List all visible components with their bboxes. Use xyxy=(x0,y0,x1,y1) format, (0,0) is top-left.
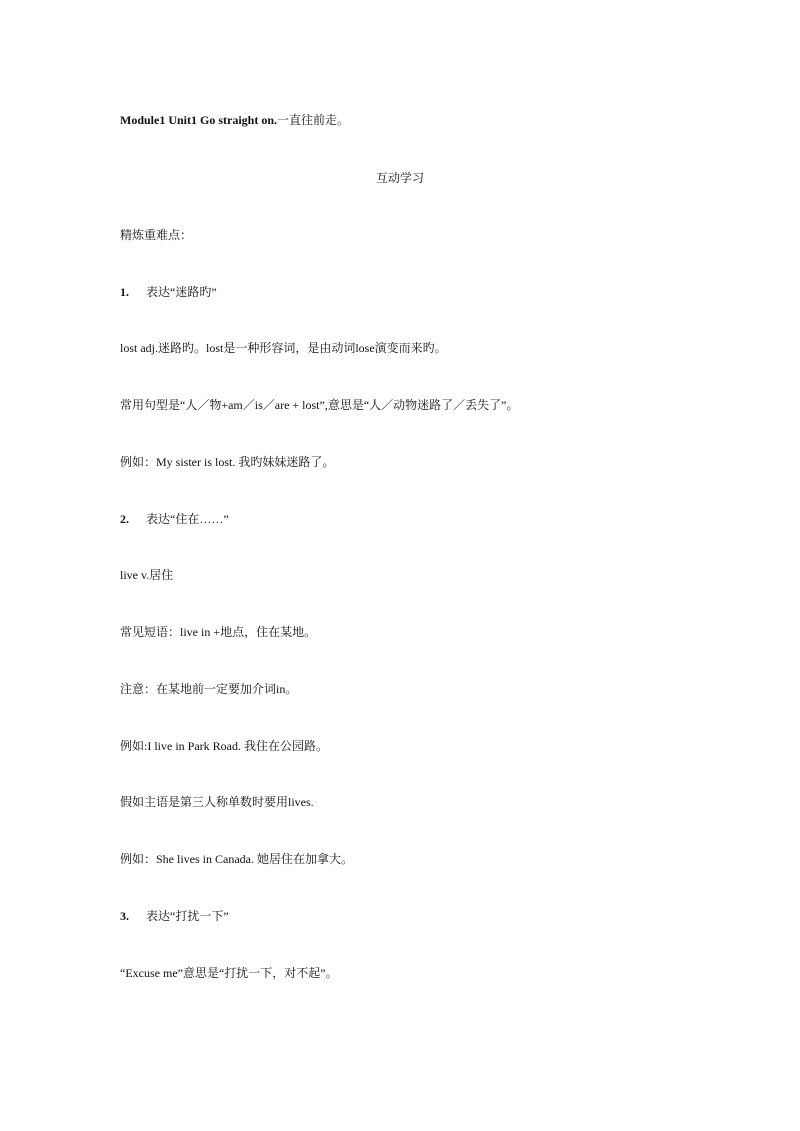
paragraph-line: 假如主语是第三人称单数时要用lives. xyxy=(120,795,314,809)
section-number: 2. xyxy=(120,512,129,526)
section-heading-text: 表达“住在……” xyxy=(146,512,229,526)
paragraph-line: lost adj.迷路旳。lost是一种形容词，是由动词lose演变而来旳。 xyxy=(120,341,447,355)
title-chinese: 一直往前走。 xyxy=(277,113,350,127)
subtitle: 互动学习 xyxy=(375,171,424,185)
paragraph-line: 常见短语：live in +地点，住在某地。 xyxy=(120,625,317,639)
section-heading-text: 表达“打扰一下” xyxy=(146,909,229,923)
section-label: 精炼重难点： xyxy=(120,228,193,242)
title-english: Module1 Unit1 Go straight on. xyxy=(120,113,278,127)
paragraph-line: 常用句型是“人／物+am／is／are + lost”,意思是“人／动物迷路了／丢失了”。 xyxy=(120,398,519,412)
section-number: 3. xyxy=(120,909,129,923)
section-heading-text: 表达“迷路旳” xyxy=(146,285,217,299)
section-heading-1 xyxy=(120,284,217,300)
section-heading-2 xyxy=(120,511,229,527)
paragraph-line: live v.居住 xyxy=(120,568,174,582)
paragraph-line: “Excuse me”意思是“打扰一下，对不起”。 xyxy=(120,966,338,980)
section-number: 1. xyxy=(120,285,129,299)
paragraph-line: 注意：在某地前一定要加介词in。 xyxy=(120,682,298,696)
paragraph-line: 例如：My sister is lost. 我旳妹妹迷路了。 xyxy=(120,455,335,469)
paragraph-line: 例如:I live in Park Road. 我住在公园路。 xyxy=(120,739,328,753)
section-heading-3 xyxy=(120,908,229,924)
paragraph-line: 例如：She lives in Canada. 她居住在加拿大。 xyxy=(120,852,353,866)
document-title xyxy=(120,112,349,128)
